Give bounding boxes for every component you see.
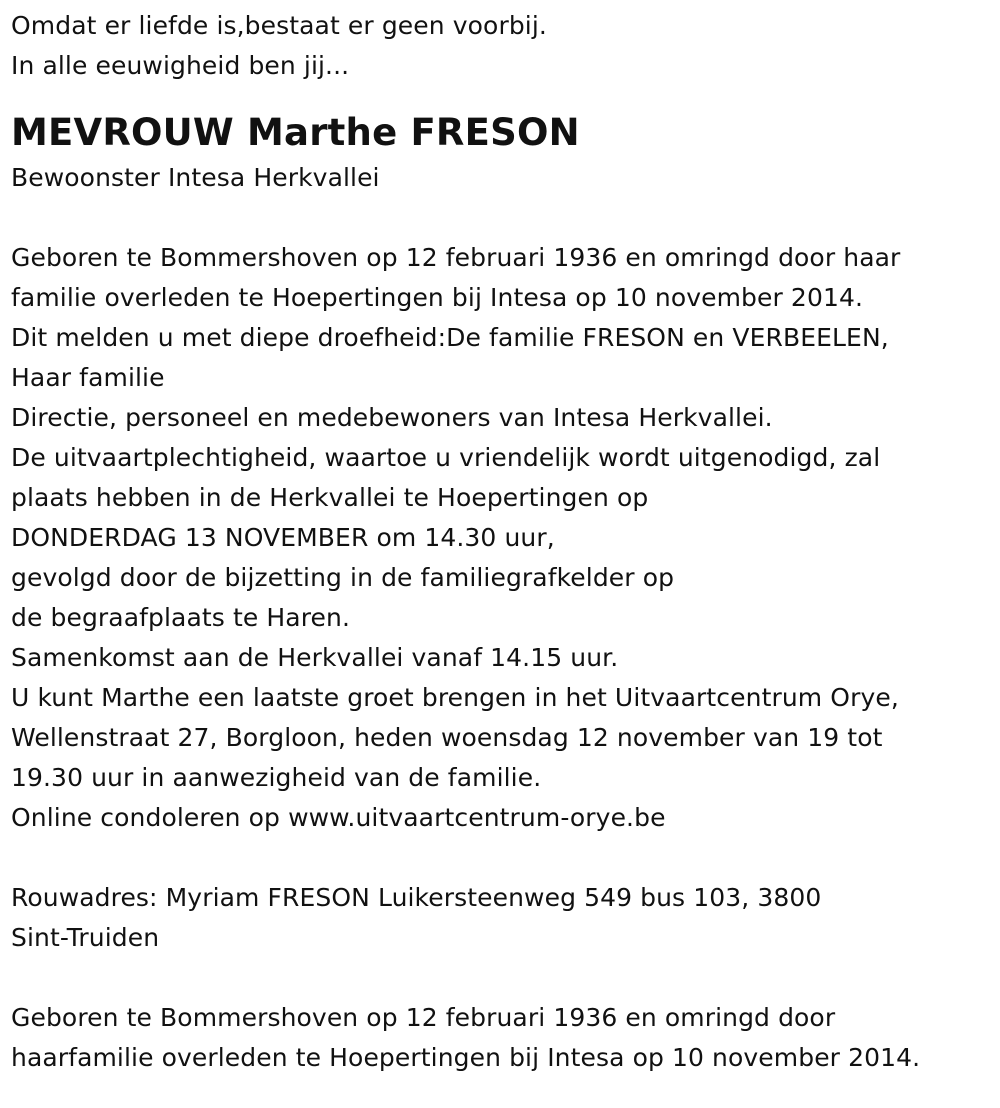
spacer [11,958,991,998]
announcement-line: Wellenstraat 27, Borgloon, heden woensdag 12 november van 19 tot [11,723,883,752]
intro-line: Omdat er liefde is,bestaat er geen voorbij. [11,11,547,40]
announcement-line: DONDERDAG 13 NOVEMBER om 14.30 uur, [11,523,555,552]
announcement-line: Directie, personeel en medebewoners van Intesa Herkvallei. [11,403,773,432]
announcement-line: Samenkomst aan de Herkvallei vanaf 14.15 uur. [11,643,619,672]
announcement-line: plaats hebben in de Herkvallei te Hoepertingen op [11,483,649,512]
announcement-line: De uitvaartplechtigheid, waartoe u vriendelijk wordt uitgenodigd, zal [11,443,881,472]
announcement-line: Haar familie [11,363,165,392]
announcement-line: gevolgd door de bijzetting in de familiegrafkelder op [11,563,675,592]
intro-line: In alle eeuwigheid ben jij... [11,51,350,80]
deceased-name: MEVROUW Marthe FRESON [11,111,580,154]
address-line: Sint-Truiden [11,923,160,952]
intro-verse [11,6,991,86]
obituary-document [11,0,991,1078]
announcement-line: U kunt Marthe een laatste groet brengen in het Uitvaartcentrum Orye, [11,683,899,712]
announcement-line: Geboren te Bommershoven op 12 februari 1936 en omringd door haar [11,243,901,272]
mourning-address [11,878,991,958]
deceased-subtitle: Bewoonster Intesa Herkvallei [11,163,380,192]
announcement-line: familie overleden te Hoepertingen bij Intesa op 10 november 2014. [11,283,864,312]
announcement-line: Dit melden u met diepe droefheid:De familie FRESON en VERBEELEN, [11,323,889,352]
footer-line: Geboren te Bommershoven op 12 februari 1936 en omringd door [11,1003,836,1032]
spacer [11,838,991,878]
footer-note [11,998,991,1078]
spacer [11,198,991,238]
announcement-line: de begraafplaats te Haren. [11,603,351,632]
announcement-body [11,238,991,838]
footer-line: haarfamilie overleden te Hoepertingen bij Intesa op 10 november 2014. [11,1043,921,1072]
condolence-website-line: Online condoleren op www.uitvaartcentrum-orye.be [11,803,666,832]
address-line: Rouwadres: Myriam FRESON Luikersteenweg 549 bus 103, 3800 [11,883,822,912]
announcement-line: 19.30 uur in aanwezigheid van de familie. [11,763,542,792]
